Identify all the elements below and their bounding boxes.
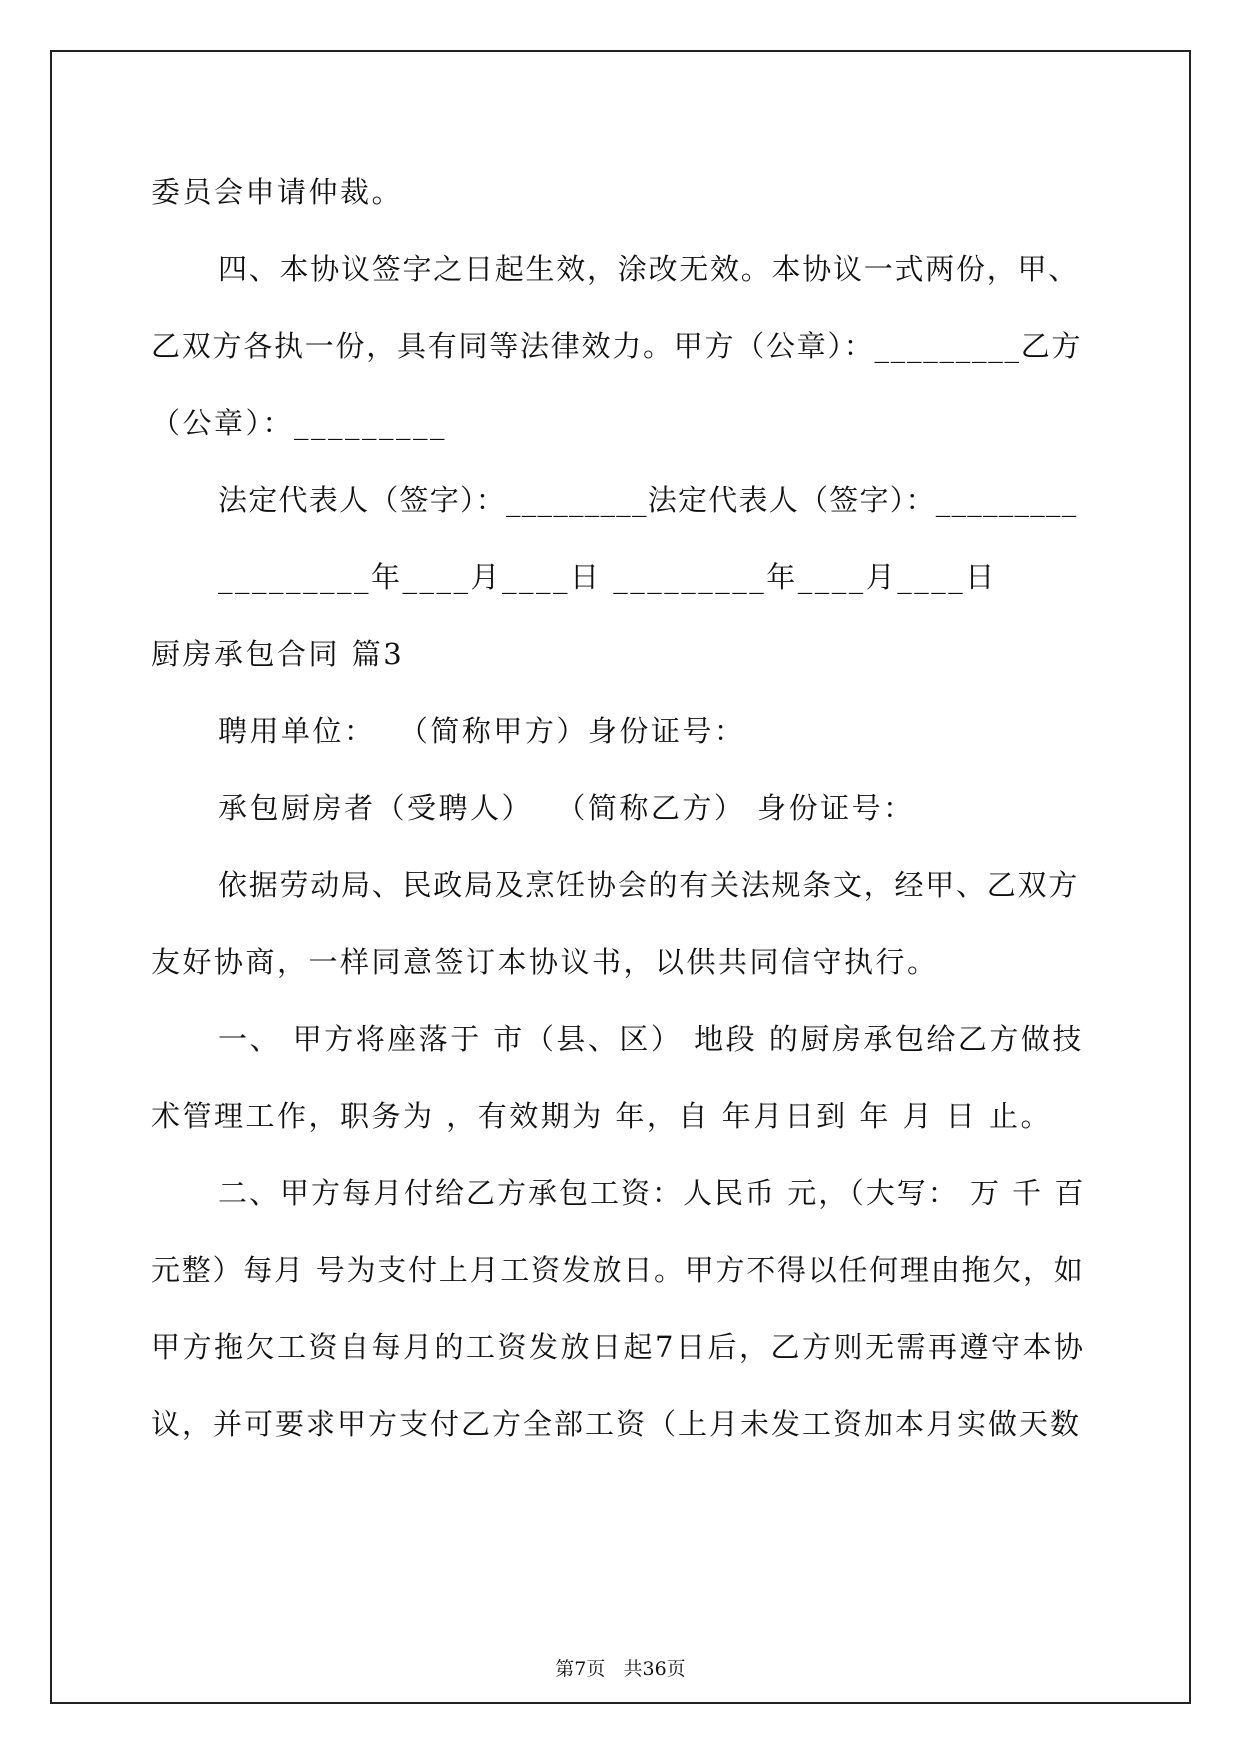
page-number-footer: 第7页 共36页 — [555, 1658, 686, 1680]
text-line: 议，并可要求甲方支付乙方全部工资（上月未发工资加本月实做天数 — [151, 1407, 1082, 1441]
text-line: 友好协商，一样同意签订本协议书，以供共同信守执行。 — [151, 945, 939, 979]
text-line: 乙双方各执一份，具有同等法律效力。甲方（公章）：_________乙方 — [151, 329, 1083, 363]
text-line: 术管理工作，职务为 ，有效期为 年，自 年月日到 年 月 日 止。 — [151, 1099, 1053, 1133]
text-line: 四、本协议签字之日起生效，涂改无效。本协议一式两份，甲、 — [218, 252, 1080, 286]
section-heading: 厨房承包合同 篇3 — [151, 637, 405, 671]
text-line: （公章）：_________ — [151, 406, 448, 440]
text-line: 聘用单位： （简称甲方）身份证号： — [218, 714, 746, 748]
text-line: 元整）每月 号为支付上月工资发放日。甲方不得以任何理由拖欠，如 — [151, 1253, 1085, 1287]
text-line: 一、 甲方将座落于 市（县、区） 地段 的厨房承包给乙方做技 — [218, 1022, 1084, 1056]
text-line: 委员会申请仲裁。 — [151, 175, 404, 209]
text-line: 法定代表人（签字）：_________法定代表人（签字）：_________ — [218, 483, 1078, 517]
text-line: 承包厨房者（受聘人） （简称乙方） 身份证号： — [218, 791, 915, 825]
text-line: 甲方拖欠工资自每月的工资发放日起7日后，乙方则无需再遵守本协 — [151, 1330, 1086, 1364]
text-line: 依据劳动局、民政局及烹饪协会的有关法规条文，经甲、乙双方 — [218, 868, 1080, 902]
date-line: _________年____月____日 _________年____月____日 — [218, 560, 997, 594]
text-line: 二、甲方每月付给乙方承包工资：人民币 元，（大写： 万 千 百 — [218, 1176, 1086, 1210]
